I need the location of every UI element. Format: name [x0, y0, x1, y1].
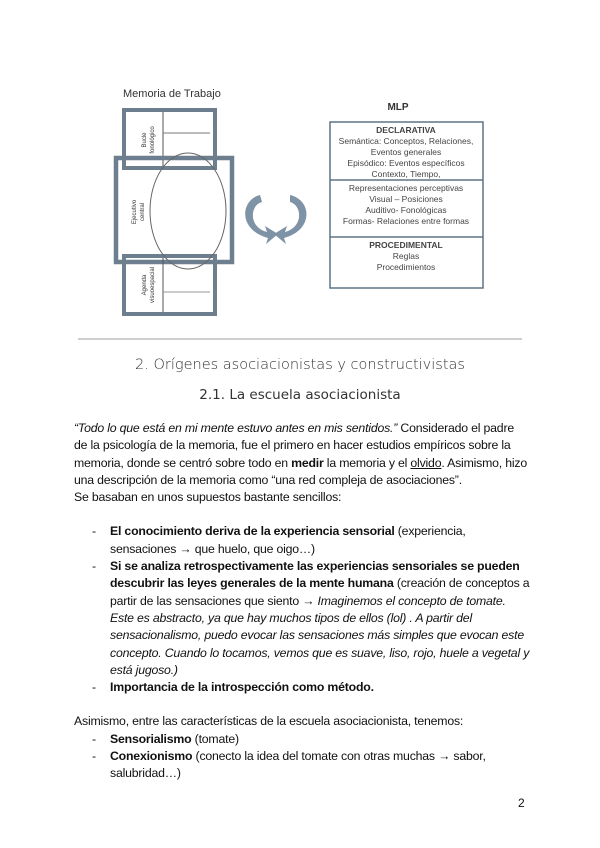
svg-text:Formas- Relaciones entre forma: Formas- Relaciones entre formas: [342, 216, 470, 226]
caracteristicas-intro: Asimismo, entre las características de la escuela asociacionista, tenemos:: [74, 714, 464, 729]
underlined-word: olvido: [410, 455, 442, 470]
svg-text:Episódico: Eventos específicos: Episódico: Eventos específicos: [347, 158, 465, 168]
page-number: 2: [518, 796, 525, 810]
list-item: - Conexionismo (conecto la idea del tomate con otras muchas → sabor, salubridad…): [74, 748, 530, 783]
cycle-arrows-icon: [245, 195, 306, 244]
svg-text:Procedimientos: Procedimientos: [376, 262, 436, 272]
svg-text:Agendavisuoespacial: Agenda visuoespacial: [142, 266, 156, 304]
memory-diagram: [100, 80, 520, 325]
wm-title: Memoria de Trabajo: [123, 88, 221, 100]
svg-text:Representaciones perceptivas: Representaciones perceptivas: [348, 183, 464, 193]
text: Considerado el padre de la psicología de la memoria, fue el primero en hacer estudios empíricos sobre la memoria, donde se centró sobre todo en: [74, 421, 514, 470]
list-item: - Importancia de la introspección como método.: [74, 679, 530, 696]
text: . Asimismo, hizo una descripción de la memoria como “una red compleja de asociaciones”.: [74, 455, 527, 487]
wm-bottom-box: [124, 256, 215, 314]
svg-text:Ejecutivocentral: Ejecutivo central: [132, 199, 146, 225]
svg-text:Reglas: Reglas: [392, 251, 420, 261]
body-text: [74, 420, 530, 783]
caracteristicas-list: [74, 731, 530, 783]
svg-text:Semántica: Conceptos, Relacion: Semántica: Conceptos, Relaciones,: [338, 136, 474, 146]
list-item: - Si se analiza retrospectivamente las experiencias sensoriales se pueden descubrir las leyes generales de la mente humana (creación de conceptos a partir de las sensaciones que siento → Imaginemos el concepto de tomate. Este es abstracto, ya que hay muchos tipos de ellos (lol) . A partir del sensacionalismo, puedo evocar las sensaciones más simples que evocan este concepto. Cuando lo tocamos, vemos que es suave, liso, rojo, huele a vegetal y está jugoso.): [74, 558, 530, 679]
wm-middle-box: [116, 158, 232, 262]
svg-text:Eventos generales: Eventos generales: [370, 147, 442, 157]
list-item: - El conocimiento deriva de la experiencia sensorial (experiencia, sensaciones → que huelo, que oigo…): [74, 523, 530, 558]
svg-text:PROCEDIMENTAL: PROCEDIMENTAL: [369, 240, 443, 250]
subsection-title: 2.1. La escuela asociacionista: [199, 387, 401, 403]
svg-text:Buclefonológico: Bucle fonológico: [142, 126, 156, 154]
intro-paragraph: [74, 420, 530, 489]
wm-ellipse: [150, 153, 226, 269]
quote: “Todo lo que está en mi mente estuvo antes en mis sentidos.”: [74, 421, 398, 435]
emphasis: medir: [291, 455, 324, 470]
horizontal-divider: [78, 338, 522, 340]
mlp-box: [330, 122, 483, 288]
mlp-title: MLP: [387, 102, 409, 113]
svg-text:Contexto, Tiempo,: Contexto, Tiempo,: [371, 169, 441, 179]
svg-text:Visual – Posiciones: Visual – Posiciones: [369, 194, 443, 204]
svg-text:DECLARATIVA: DECLARATIVA: [376, 125, 436, 135]
section-title: 2. Orígenes asociacionistas y constructivistas: [135, 357, 465, 373]
supuestos-list: [74, 523, 530, 696]
intro-line: Se basaban en unos supuestos bastante sencillos:: [74, 490, 342, 505]
list-item: - Sensorialismo (tomate): [74, 731, 530, 748]
svg-text:Auditivo- Fonológicas: Auditivo- Fonológicas: [365, 205, 447, 215]
text: la memoria y el: [323, 455, 411, 470]
